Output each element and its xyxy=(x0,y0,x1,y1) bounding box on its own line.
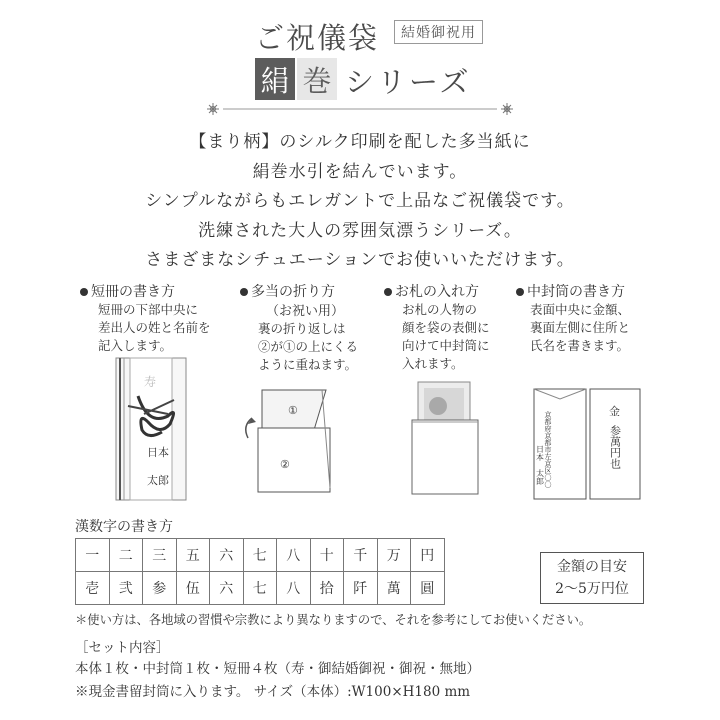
kanji-table xyxy=(75,538,445,605)
kanji-cell: 伍 xyxy=(176,572,210,605)
bullet-icon xyxy=(384,288,392,296)
kanji-cell: 三 xyxy=(143,539,177,572)
step3-title: お札の入れ方 xyxy=(384,281,479,301)
kanji-cell: 七 xyxy=(243,539,277,572)
kanji-cell: 六 xyxy=(210,539,244,572)
set-contents-body: 本体１枚・中封筒１枚・短冊４枚（寿・御結婚御祝・御祝・無地） xyxy=(75,661,480,677)
step1-body: 短冊の下部中央に 差出人の姓と名前を 記入します。 xyxy=(98,302,211,353)
kanji-cell: 二 xyxy=(109,539,143,572)
title-kinu-block: 絹 xyxy=(255,58,295,100)
intro-line: 【まり柄】のシルク印刷を配した多当紙に xyxy=(189,132,531,152)
amount-guide-box xyxy=(540,552,644,604)
kanji-cell: 一 xyxy=(76,539,110,572)
intro-text xyxy=(0,128,720,276)
usage-note: ＊使い方は、各地域の習慣や宗教により異なりますので、それを参考にしてお使いください。 xyxy=(75,613,592,627)
kanji-cell: 八 xyxy=(277,539,311,572)
set-contents-heading: ［セット内容］ xyxy=(75,640,170,656)
inner-envelope-illustration xyxy=(532,385,642,503)
kanji-cell: 萬 xyxy=(377,572,411,605)
set-size-note: ※現金書留封筒に入ります。 サイズ（本体）:W100×H180 mm xyxy=(75,684,471,700)
kanji-cell: 拾 xyxy=(310,572,344,605)
title-series: シリーズ xyxy=(345,65,472,99)
step2-title: 多当の折り方 xyxy=(240,281,335,301)
bill-envelope-illustration xyxy=(398,378,494,498)
kanji-cell: 万 xyxy=(377,539,411,572)
kanji-cell: 千 xyxy=(344,539,378,572)
kanji-cell: 八 xyxy=(277,572,311,605)
kanji-row-formal xyxy=(76,572,445,605)
bullet-icon xyxy=(240,288,248,296)
bullet-icon xyxy=(80,288,88,296)
kanji-cell: 参 xyxy=(143,572,177,605)
step3-body: お札の人物の 顔を袋の表側に 向けて中封筒に 入れます。 xyxy=(402,302,490,371)
snowflake-right-icon xyxy=(501,103,513,115)
kanji-cell: 弐 xyxy=(109,572,143,605)
bullet-icon xyxy=(516,288,524,296)
tanzaku-illustration xyxy=(108,356,208,504)
kanji-row-standard xyxy=(76,539,445,572)
title-maki-block: 巻 xyxy=(297,58,337,100)
kanji-cell: 円 xyxy=(411,539,445,572)
kanji-cell: 六 xyxy=(210,572,244,605)
back-name-text: 日本 太郎 xyxy=(535,445,545,485)
intro-line: シンプルながらもエレガントで上品なご祝儀袋です。 xyxy=(145,191,575,211)
step1-title: 短冊の書き方 xyxy=(80,281,175,301)
tanzaku-name1: 日本 xyxy=(147,446,169,459)
fold-mark-2: ② xyxy=(280,458,290,471)
step2-body: 裏の折り返しは ②が①の上にくる ように重ねます。 xyxy=(258,321,359,372)
intro-line: 絹巻水引を結んでいます。 xyxy=(252,161,468,182)
kanji-cell: 壱 xyxy=(76,572,110,605)
fold-illustration xyxy=(240,388,350,496)
address-text: 京都府京都市左京区〇〇 xyxy=(544,411,552,488)
tanzaku-name2: 太郎 xyxy=(147,474,169,487)
step4-body: 表面中央に金額、 裏面左側に住所と 氏名を書きます。 xyxy=(530,302,631,353)
kanji-cell: 圓 xyxy=(411,572,445,605)
step2-subtitle: （お祝い用） xyxy=(266,304,345,319)
kanji-cell: 十 xyxy=(310,539,344,572)
amount-guide-value: 2〜5万円位 xyxy=(555,581,629,597)
kanji-cell: 五 xyxy=(176,539,210,572)
kanji-cell: 七 xyxy=(243,572,277,605)
fold-mark-1: ① xyxy=(288,404,298,417)
step4-title: 中封筒の書き方 xyxy=(516,281,625,301)
title-main: ご祝儀袋 xyxy=(255,21,380,55)
snowflake-left-icon xyxy=(207,103,219,115)
intro-line: 洗練された大人の雰囲気漂うシリーズ。 xyxy=(198,220,522,241)
ornament-divider xyxy=(205,102,515,116)
amount-label-text: 金 xyxy=(609,405,620,418)
kanji-label: 漢数字の書き方 xyxy=(75,519,173,535)
kotobuki-text: 寿 xyxy=(144,375,157,389)
kanji-cell: 阡 xyxy=(344,572,378,605)
amount-value-text: 参萬円也 xyxy=(608,425,622,469)
amount-guide-label: 金額の目安 xyxy=(557,559,627,575)
intro-line: さまざまなシチュエーションでお使いいただけます。 xyxy=(145,250,575,270)
title-tag: 結婚御祝用 xyxy=(394,20,483,44)
